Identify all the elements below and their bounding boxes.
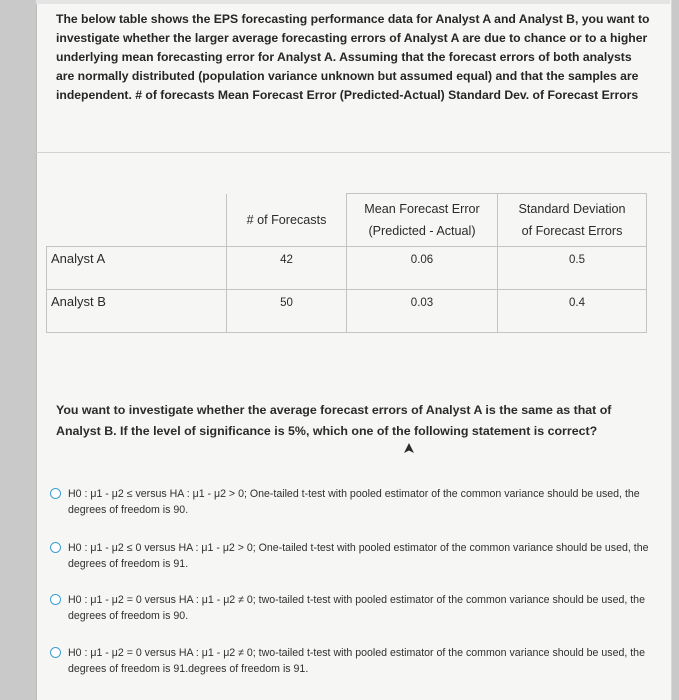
header-mean-error-line1: Mean Forecast Error [364, 202, 480, 216]
radio-button[interactable] [50, 488, 61, 499]
option-label[interactable]: H0 : μ1 - μ2 = 0 versus HA : μ1 - μ2 ≠ 0; two-tailed t-test with pooled estimator of the common variance should be used, the degrees of freedom is 90. [68, 594, 645, 622]
radio-button[interactable] [50, 542, 61, 553]
intro-paragraph: The below table shows the EPS forecasting performance data for Analyst A and Analyst B, you want to investigate whether the larger average forecasting errors of Analyst A are due to chance or to a higher underlying mean forecasting error for Analyst A. Assuming that the forecast errors of both analysts are normally distributed (population variance unknown but assumed equal) and that the samples are independent. # of forecasts Mean Forecast Error (Predicted-Actual) Standard Dev. of Forecast Errors [56, 12, 650, 102]
row-name: Analyst A [47, 247, 227, 290]
section-divider [36, 152, 670, 153]
row-std: 0.4 [498, 290, 647, 333]
header-std-line2: of Forecast Errors [521, 224, 623, 238]
header-forecasts: # of Forecasts [227, 194, 347, 247]
eps-forecast-table [46, 193, 647, 333]
table-row [47, 290, 647, 333]
row-std: 0.5 [498, 247, 647, 290]
radio-button[interactable] [50, 594, 61, 605]
row-mean-error: 0.06 [347, 247, 498, 290]
header-std-dev [498, 194, 647, 247]
radio-button[interactable] [50, 647, 61, 658]
row-forecasts: 42 [227, 247, 347, 290]
row-name: Analyst B [47, 290, 227, 333]
row-mean-error: 0.03 [347, 290, 498, 333]
header-std-line1: Standard Deviation [518, 202, 626, 216]
option-label[interactable]: H0 : μ1 - μ2 ≤ 0 versus HA : μ1 - μ2 > 0; One-tailed t-test with pooled estimator of the common variance should be used, the degrees of freedom is 91. [68, 542, 649, 570]
row-forecasts: 50 [227, 290, 347, 333]
header-mean-error [347, 194, 498, 247]
question-text: You want to investigate whether the average forecast errors of Analyst A is the same as that of Analyst B. If the level of significance is 5%, which one of the following statement is correct? [56, 403, 612, 438]
card-top-edge [36, 0, 670, 4]
header-mean-error-line2: (Predicted - Actual) [368, 224, 476, 238]
mouse-cursor-icon [402, 442, 416, 456]
option-label[interactable]: H0 : μ1 - μ2 ≤ versus HA : μ1 - μ2 > 0; One-tailed t-test with pooled estimator of the common variance should be used, the degrees of freedom is 90. [68, 488, 640, 516]
table-row [47, 247, 647, 290]
header-blank-cell [47, 194, 227, 247]
option-label[interactable]: H0 : μ1 - μ2 = 0 versus HA : μ1 - μ2 ≠ 0; two-tailed t-test with pooled estimator of the common variance should be used, the degrees of freedom is 91.degrees of freedom is 91. [68, 647, 645, 675]
table-header-row [47, 194, 647, 247]
